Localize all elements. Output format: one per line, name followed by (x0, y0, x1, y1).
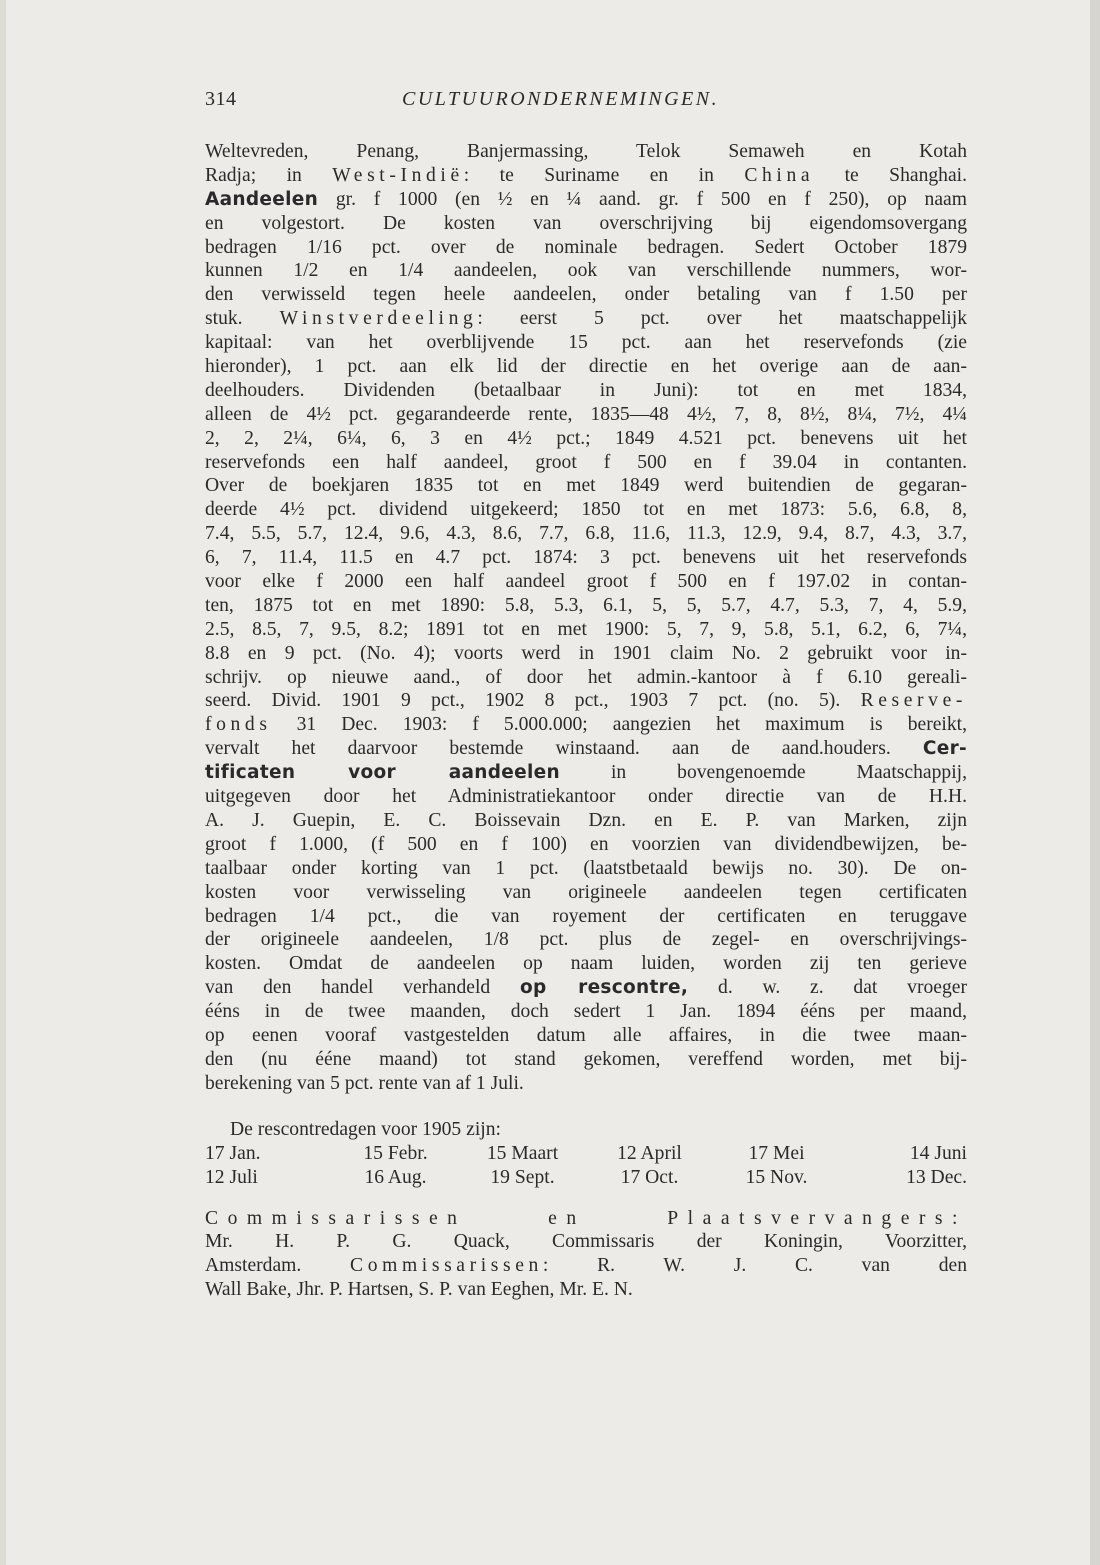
rescontre-intro-text: De rescontredagen voor 1905 zijn: (230, 1118, 501, 1140)
rescontre-intro (205, 1118, 967, 1142)
text-line (205, 1072, 967, 1096)
text-run: alleen de 4½ pct. gegarandeerde rente, 1835—48 4½, 7, 8, 8½, 8¼, 7½, 4¼ (205, 403, 967, 425)
page-number: 314 (205, 88, 237, 110)
text-run: kosten voor verwisseling van origineele aandeelen tegen certificaten (205, 881, 967, 903)
text-run: Mr. H. P. G. Quack, Commissaris der Koningin, Voorzitter, (205, 1231, 967, 1253)
text-line (205, 403, 967, 427)
text-run: hieronder), 1 pct. aan elk lid der directie en het overige aan de aan- (205, 356, 967, 378)
rescontre-date: 15 Febr. (363, 1142, 428, 1164)
spaced-term: China (744, 164, 815, 186)
rescontre-date: 17 Mei (748, 1142, 805, 1164)
text-line (205, 1254, 967, 1278)
text-run: reservefonds een half aandeel, groot f 500 en f 39.04 in contanten. (205, 451, 967, 473)
text-run: 6, 7, 11.4, 11.5 en 4.7 pct. 1874: 3 pct. benevens uit het reservefonds (205, 547, 967, 569)
rescontre-date: 15 Maart (486, 1142, 559, 1164)
text-line (205, 809, 967, 833)
text-line (205, 140, 967, 164)
rescontre-date: 19 Sept. (490, 1167, 555, 1189)
paragraph-company-details (205, 140, 967, 1096)
bold-term: tificaten voor aandeelen (205, 762, 560, 784)
text-line (205, 188, 967, 212)
body-text (205, 140, 967, 1302)
text-run: uitgegeven door het Administratiekantoor onder directie van de H.H. (205, 786, 967, 808)
text-run: vervalt het daarvoor bestemde winstaand. aan de aand.houders. (205, 738, 923, 760)
text-line (205, 355, 967, 379)
text-run: den (nu ééne maand) tot stand gekomen, vereffend worden, met bij- (205, 1048, 967, 1070)
text-line (205, 474, 967, 498)
text-line (205, 857, 967, 881)
text-line (205, 259, 967, 283)
text-run: 2.5, 8.5, 7, 9.5, 8.2; 1891 tot en met 1900: 5, 7, 9, 5.8, 5.1, 6.2, 6, 7¼, (205, 618, 967, 640)
text-run: bedragen 1/16 pct. over de nominale bedragen. Sedert October 1879 (205, 236, 967, 258)
text-line (205, 689, 967, 713)
text-run: d. w. z. dat vroeger (688, 977, 967, 999)
text-run: ten, 1875 tot en met 1890: 5.8, 5.3, 6.1, 5, 5, 5.7, 4.7, 5.3, 7, 4, 5.9, (205, 594, 967, 616)
text-line (205, 427, 967, 451)
text-run: en volgestort. De kosten van overschrijving bij eigendomsovergang (205, 212, 967, 234)
text-line (205, 570, 967, 594)
text-run: op eenen vooraf vastgestelden datum alle affaires, in die twee maan- (205, 1024, 967, 1046)
text-run: 2, 2, 2¼, 6¼, 6, 3 en 4½ pct.; 1849 4.521 pct. benevens uit het (205, 427, 967, 449)
text-line (205, 618, 967, 642)
text-line (205, 713, 967, 737)
spaced-term: fonds (205, 714, 272, 736)
rescontre-date: 17 Oct. (620, 1167, 679, 1189)
text-line (205, 785, 967, 809)
text-line (205, 1207, 967, 1231)
text-run: der origineele aandeelen, 1/8 pct. plus de zegel- en overschrijvings- (205, 929, 967, 951)
text-run: bedragen 1/4 pct., die van royement der certificaten en teruggave (205, 905, 967, 927)
text-run: berekening van 5 pct. rente van af 1 Juli. (205, 1072, 524, 1094)
text-run: den verwisseld tegen heele aandeelen, onder betaling van f 1.50 per (205, 284, 967, 306)
text-run: Radja; in (205, 164, 333, 186)
text-run: : R. W. J. C. van den (542, 1255, 967, 1277)
bold-term: op rescontre, (519, 977, 689, 999)
text-run: groot f 1.000, (f 500 en f 100) en voorzien van dividendbewijzen, be- (205, 833, 967, 855)
rescontre-date: 17 Jan. (205, 1142, 261, 1164)
spacer (205, 1096, 967, 1118)
text-run: : eerst 5 pct. over het maatschappelijk (477, 308, 967, 330)
spaced-term: Commissarissen (350, 1255, 543, 1277)
text-run: te Shanghai. (814, 164, 968, 186)
text-run: deerde 4½ pct. dividend uitgekeerd; 1850 tot en met 1873: 5.6, 6.8, 8, (205, 499, 967, 521)
text-run: kunnen 1/2 en 1/4 aandeelen, ook van verschillende nummers, wor- (205, 260, 967, 282)
text-run: Wall Bake, Jhr. P. Hartsen, S. P. van Eeghen, Mr. E. N. (205, 1279, 633, 1301)
text-line (205, 666, 967, 690)
text-line (205, 331, 967, 355)
text-run: deelhouders. Dividenden (betaalbaar in Juni): tot en met 1834, (205, 379, 967, 401)
text-run: ééns in de twee maanden, doch sedert 1 Jan. 1894 ééns per maand, (205, 1001, 967, 1023)
rescontre-date: 13 Dec. (906, 1167, 967, 1189)
text-line (205, 905, 967, 929)
text-run: kosten. Omdat de aandeelen op naam luiden, worden zij ten gerieve (205, 953, 967, 975)
text-line (205, 1048, 967, 1072)
text-line (205, 307, 967, 331)
rescontre-date: 12 April (617, 1142, 682, 1164)
bold-term: Cer- (922, 738, 967, 760)
text-line (205, 1278, 967, 1302)
page-left-edge (0, 0, 6, 1565)
text-run: A. J. Guepin, E. C. Boissevain Dzn. en E. P. van Marken, zijn (205, 809, 967, 831)
paragraph-commissioners (205, 1207, 967, 1303)
text-line (205, 881, 967, 905)
spaced-term: West-Indië (332, 164, 464, 186)
text-run: 31 Dec. 1903: f 5.000.000; aangezien het maximum is bereikt, (271, 714, 967, 736)
text-line (205, 498, 967, 522)
text-run: gr. f 1000 (en ½ en ¼ aand. gr. f 500 en f 250), op naam (318, 188, 967, 210)
text-line (205, 379, 967, 403)
text-line (205, 451, 967, 475)
page-header (205, 88, 975, 118)
text-line (205, 737, 967, 761)
text-line (205, 976, 967, 1000)
text-run: schrijv. op nieuwe aand., of door het admin.-kantoor à f 6.10 gereali- (205, 666, 967, 688)
rescontre-date: 15 Nov. (745, 1167, 808, 1189)
text-line (205, 283, 967, 307)
text-line (205, 236, 967, 260)
text-line (205, 1230, 967, 1254)
text-line (205, 761, 967, 785)
rescontre-date: 14 Juni (909, 1142, 967, 1164)
text-run: Amsterdam. (205, 1255, 351, 1277)
text-run: taalbaar onder korting van 1 pct. (laatstbetaald bewijs no. 30). De on- (205, 857, 967, 879)
text-run: 7.4, 5.5, 5.7, 12.4, 9.6, 4.3, 8.6, 7.7, 6.8, 11.6, 11.3, 12.9, 9.4, 8.7, 4.3, 3.7, (205, 523, 967, 545)
text-line (205, 928, 967, 952)
spaced-heading: Commissarissen en Plaatsvervangers: (205, 1207, 967, 1229)
text-line (205, 1000, 967, 1024)
text-line (205, 833, 967, 857)
text-run: Weltevreden, Penang, Banjermassing, Telok Semaweh en Kotah (205, 141, 967, 162)
rescontre-dates-table (205, 1142, 967, 1191)
rescontre-date: 16 Aug. (364, 1167, 427, 1189)
spaced-term: Reserve- (860, 690, 967, 712)
text-run: seerd. Divid. 1901 9 pct., 1902 8 pct., 1903 7 pct. (no. 5). (205, 690, 861, 712)
text-line (205, 164, 967, 188)
bold-term: Aandeelen (205, 188, 319, 210)
text-run: van den handel verhandeld (205, 977, 520, 999)
text-run: voor elke f 2000 een half aandeel groot f 500 en f 197.02 in contan- (205, 571, 967, 593)
running-head: CULTUURONDERNEMINGEN. (402, 88, 720, 110)
text-line (205, 642, 967, 666)
text-run: stuk. (205, 308, 280, 330)
text-line (205, 952, 967, 976)
text-run: kapitaal: van het overblijvende 15 pct. aan het reservefonds (zie (205, 332, 967, 354)
rescontre-date: 12 Juli (205, 1167, 258, 1189)
spaced-term: Winstverdeeling (279, 308, 478, 330)
text-line (205, 594, 967, 618)
text-line (205, 522, 967, 546)
page-right-edge (1090, 0, 1100, 1565)
text-line (205, 546, 967, 570)
text-line (205, 212, 967, 236)
spacer (205, 1191, 967, 1207)
text-run: : te Suriname en in (463, 164, 745, 186)
text-line (205, 1024, 967, 1048)
text-run: Over de boekjaren 1835 tot en met 1849 werd buitendien de gegaran- (205, 475, 967, 497)
text-run: 8.8 en 9 pct. (No. 4); voorts werd in 1901 claim No. 2 gebruikt voor in- (205, 642, 967, 664)
text-run: in bovengenoemde Maatschappij, (559, 762, 967, 784)
